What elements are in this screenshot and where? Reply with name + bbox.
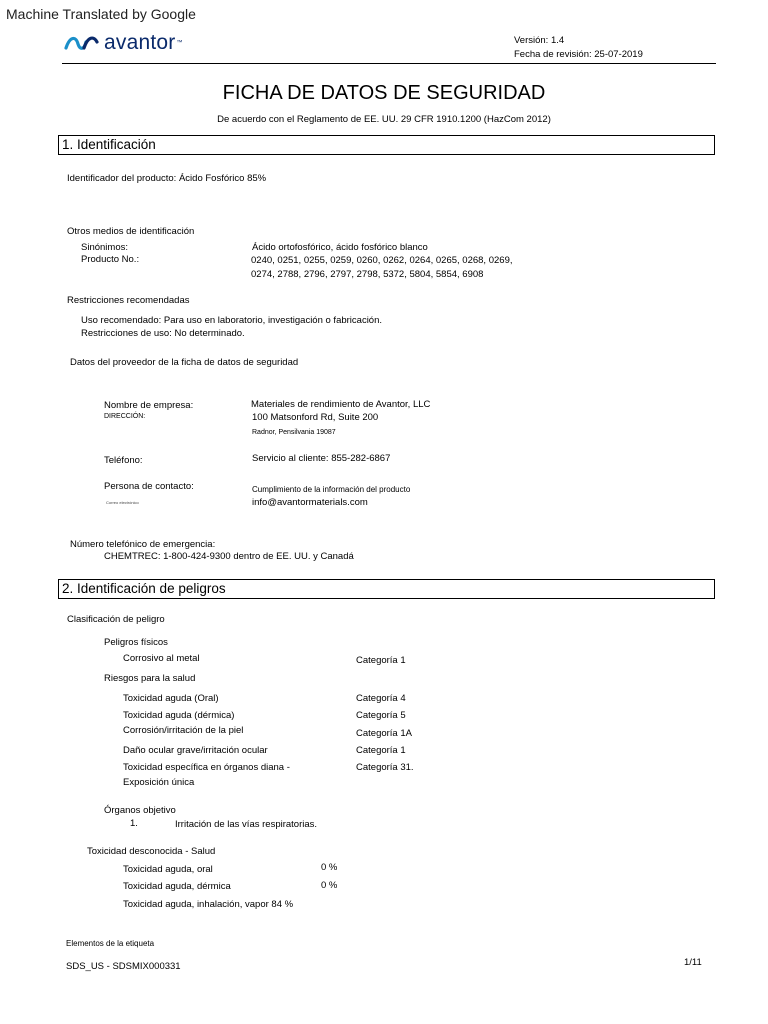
target-organ-number: 1. [130,818,138,829]
unknown-toxicity-value: 0 % [321,880,338,891]
document-title: FICHA DE DATOS DE SEGURIDAD [222,82,546,104]
version-label: Versión: 1.4 [514,35,565,46]
restrictions-heading: Restricciones recomendadas [67,295,190,306]
supplier-heading: Datos del proveedor de la ficha de datos de seguridad [70,357,299,368]
phone-label: Teléfono: [104,455,143,466]
address-line-2: Radnor, Pensilvania 19087 [252,429,336,436]
label-elements-heading: Elementos de la etiqueta [66,939,155,948]
logo-wordmark: avantor [104,31,176,54]
hazard-name: Daño ocular grave/irritación ocular [123,745,268,756]
header-divider [62,63,716,64]
hazard-name: Toxicidad específica en órganos diana - [123,762,290,773]
product-no-label: Producto No.: [81,254,140,265]
logo-trademark: ™ [176,40,183,46]
product-no-line-1: 0240, 0251, 0255, 0259, 0260, 0262, 0264, 0265, 0268, 0269, [251,255,513,266]
hazard-name: Toxicidad aguda (dérmica) [123,710,235,721]
contact-value: Cumplimiento de la información del producto [252,485,411,494]
unknown-toxicity-label: Toxicidad aguda, oral [123,864,213,875]
avantor-logo-icon [64,34,100,52]
classification-heading: Clasificación de peligro [67,614,165,625]
product-identifier: Identificador del producto: Ácido Fosfórico 85% [67,173,267,184]
recommended-use: Uso recomendado: Para uso en laboratorio, investigación o fabricación. [81,315,383,326]
hazard-category: Categoría 1 [356,745,406,756]
synonyms-label: Sinónimos: [81,242,128,253]
company-value: Materiales de rendimiento de Avantor, LLC [251,399,431,410]
email-label: Correo electrónico [106,500,139,505]
email-value: info@avantormaterials.com [252,497,368,508]
unknown-toxicity-value: 0 % [321,862,338,873]
hazard-category: Categoría 1 [356,655,406,666]
hazard-name: Toxicidad aguda (Oral) [123,693,219,704]
phone-value: Servicio al cliente: 855-282-6867 [252,453,391,464]
contact-label: Persona de contacto: [104,481,194,492]
physical-hazards-heading: Peligros físicos [104,637,168,648]
unknown-toxicity-heading: Toxicidad desconocida - Salud [87,846,216,857]
product-no-line-2: 0274, 2788, 2796, 2797, 2798, 5372, 5804, 5854, 6908 [251,269,484,280]
address-label: DIRECCIÓN: [104,413,146,420]
section-1-title: 1. Identificación [62,137,156,152]
document-subtitle: De acuerdo con el Reglamento de EE. UU. 29 CFR 1910.1200 (HazCom 2012) [217,114,551,125]
hazard-name: Corrosivo al metal [123,653,200,664]
hazard-category: Categoría 1A [356,728,412,739]
target-organs-heading: Órganos objetivo [104,805,176,816]
section-1-header [58,135,715,155]
section-2-header [58,579,715,599]
unknown-toxicity-label: Toxicidad aguda, dérmica [123,881,231,892]
emergency-value: CHEMTREC: 1-800-424-9300 dentro de EE. UU. y Canadá [104,551,354,562]
section-2-title: 2. Identificación de peligros [62,581,226,596]
company-label: Nombre de empresa: [104,400,194,411]
unknown-toxicity-label: Toxicidad aguda, inhalación, vapor 84 % [123,899,294,910]
emergency-label: Número telefónico de emergencia: [70,539,216,550]
hazard-category: Categoría 31. [356,762,414,773]
target-organ-text: Irritación de las vías respiratorias. [175,819,318,830]
footer-page-number: 1/11 [684,957,702,968]
avantor-logo [64,31,182,55]
footer-document-id: SDS_US - SDSMIX000331 [66,961,181,972]
hazard-category: Categoría 5 [356,710,406,721]
revision-date: Fecha de revisión: 25-07-2019 [514,49,643,60]
synonyms-value: Ácido ortofosfórico, ácido fosfórico blanco [252,242,428,253]
hazard-name-continued: Exposición única [123,777,195,788]
address-line-1: 100 Matsonford Rd, Suite 200 [252,412,379,423]
hazard-category: Categoría 4 [356,693,406,704]
health-hazards-heading: Riesgos para la salud [104,673,196,684]
hazard-name: Corrosión/irritación de la piel [123,725,244,736]
use-restrictions: Restricciones de uso: No determinado. [81,328,245,339]
machine-translation-banner: Machine Translated by Google [6,6,196,22]
other-means-heading: Otros medios de identificación [67,226,195,237]
